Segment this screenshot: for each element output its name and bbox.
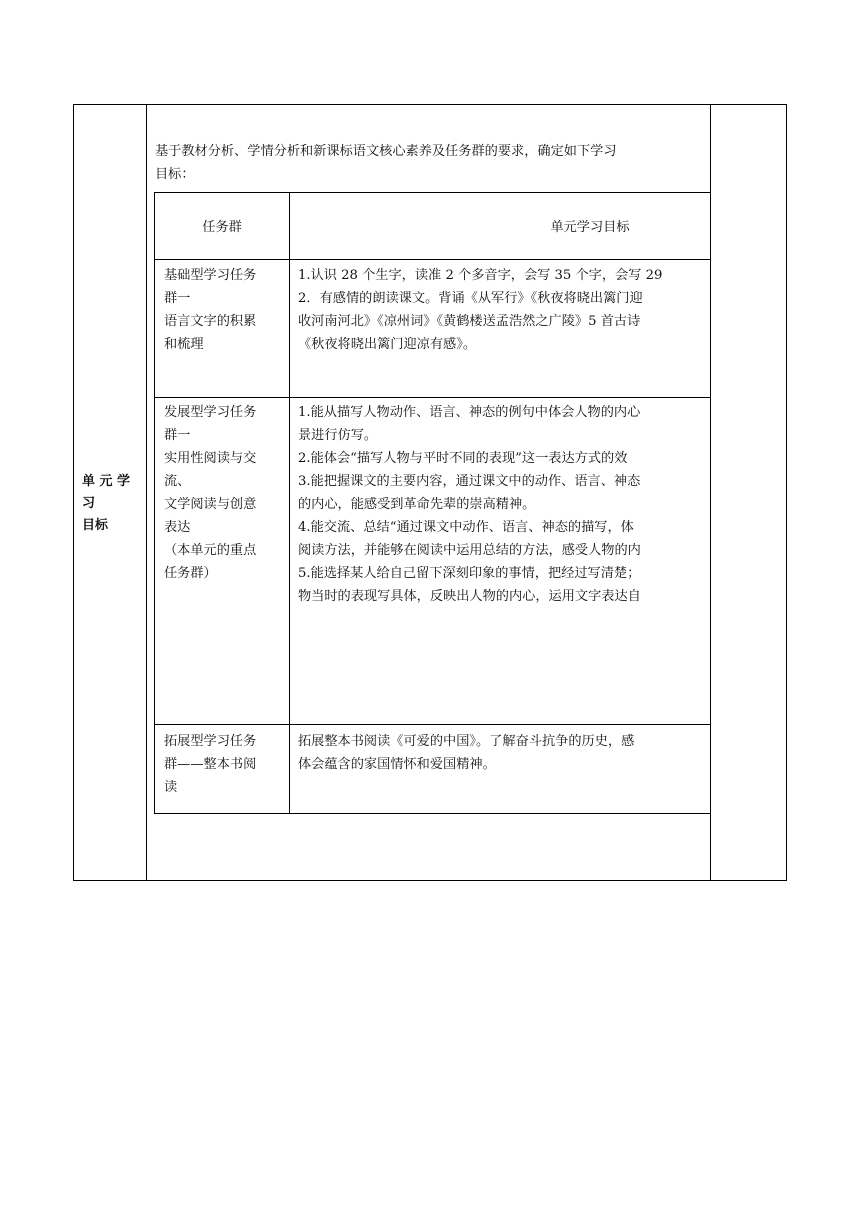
task-group-line: 群一 (164, 428, 191, 443)
row2-goals-cell (290, 401, 710, 721)
task-group-line: 基础型学习任务 (164, 268, 257, 283)
inner-header-bottom (154, 259, 711, 260)
inner-row2-bottom (154, 724, 711, 725)
task-group-line: 读 (164, 780, 178, 795)
task-group-line: 流、 (164, 474, 191, 489)
task-group-line: 和梳理 (164, 337, 204, 352)
inner-left-border (154, 192, 155, 814)
row3-task-group (164, 730, 256, 799)
task-group-line: 实用性阅读与交 (164, 451, 257, 466)
outer-left-border (73, 104, 74, 881)
goal-line: 《秋夜将晓出篱门迎凉有感》。 (298, 337, 477, 352)
section-label-line: 单 元 学 (82, 474, 131, 489)
intro-line: 目标： (155, 167, 195, 182)
goal-line: 2.能体会“描写人物与平时不同的表现”这一表达方式的效 (298, 451, 628, 466)
inner-top-border (154, 192, 711, 193)
task-group-line: （本单元的重点 (164, 543, 257, 558)
task-group-line: 群——整本书阅 (164, 757, 257, 772)
goal-line: 景进行仿写。 (298, 428, 378, 443)
section-label (82, 471, 130, 537)
section-label-line: 习 (82, 496, 96, 511)
row3-goals-cell (290, 730, 710, 810)
goal-line: 收河南河北》《凉州词》《黄鹤楼送孟浩然之广陵》5 首古诗 (298, 314, 641, 329)
row1-goals-cell (290, 264, 710, 394)
row1-task-group (164, 264, 256, 356)
intro-paragraph (155, 140, 617, 186)
intro-line: 基于教材分析、学情分析和新课标语文核心素养及任务群的要求，确定如下学习 (155, 144, 617, 159)
outer-top-border (73, 104, 787, 105)
goal-line: 物当时的表现写具体，反映出人物的内心，运用文字表达自 (298, 589, 641, 604)
goal-line: 1.认识 28 个生字，读准 2 个多音字，会写 35 个字，会写 29 (298, 268, 663, 283)
header-task-group: 任务群 (202, 220, 242, 235)
header-unit-goals: 单元学习目标 (550, 220, 630, 235)
task-group-line: 拓展型学习任务 (164, 734, 257, 749)
task-group-line: 群一 (164, 291, 191, 306)
task-group-line: 任务群） (164, 566, 217, 581)
row2-task-group (164, 401, 256, 585)
section-label-line: 目标 (82, 518, 109, 533)
goal-line: 5.能选择某人给自己留下深刻印象的事情，把经过写清楚； (298, 566, 641, 581)
goal-line: 阅读方法，并能够在阅读中运用总结的方法，感受人物的内 (298, 543, 641, 558)
outer-bottom-border (73, 880, 787, 881)
goal-line: 的内心，能感受到革命先辈的崇高精神。 (298, 497, 536, 512)
goal-line: 3.能把握课文的主要内容，通过课文中的动作、语言、神态 (298, 474, 641, 489)
goal-line: 1.能从描写人物动作、语言、神态的例句中体会人物的内心 (298, 405, 641, 420)
task-group-line: 发展型学习任务 (164, 405, 257, 420)
goal-line: 体会蕴含的家国情怀和爱国精神。 (298, 757, 496, 772)
task-group-line: 文学阅读与创意 (164, 497, 257, 512)
inner-row1-bottom (154, 397, 711, 398)
task-group-line: 表达 (164, 520, 191, 535)
goal-line: 4.能交流、总结“通过课文中动作、语言、神态的描写，体 (298, 520, 634, 535)
goal-line: 拓展整本书阅读《可爱的中国》。了解奋斗抗争的历史，感 (298, 734, 635, 749)
inner-bottom-border (154, 813, 711, 814)
label-column-divider (146, 104, 147, 881)
task-group-line: 语言文字的积累 (164, 314, 257, 329)
goal-line: 2．有感情的朗读课文。背诵《从军行》《秋夜将晓出篱门迎 (298, 291, 643, 306)
